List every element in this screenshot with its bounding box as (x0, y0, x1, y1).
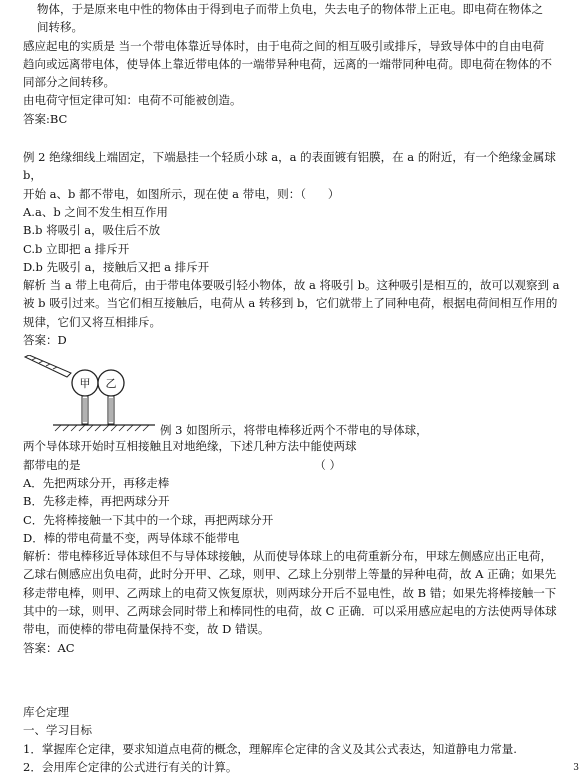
example2-option-a: A.a、b 之间不发生相互作用 (23, 204, 168, 219)
section-heading: 一、学习目标 (23, 723, 92, 738)
example3-option-d: D．棒的带电荷量不变，两导体球不能带电 (23, 530, 240, 545)
example3-question: 两个导体球开始时互相接触且对地绝缘，下述几种方法中能使两球 (23, 439, 357, 454)
example2-option-d: D.b 先吸引 a，接触后又把 a 排斥开 (23, 259, 210, 274)
example3-option-a: A．先把两球分开，再移走棒 (23, 475, 170, 490)
example3-answer: 答案：AC (23, 640, 75, 655)
text-line: 感应起电的实质是 当一个带电体靠近导体时，由于电荷之间的相互吸引或排斥，导致导体中的自由电荷 (23, 38, 545, 53)
example2-option-b: B.b 将吸引 a，吸住后不放 (23, 223, 161, 238)
example3-explanation: 乙球右侧感应出负电荷，此时分开甲、乙球，则甲、乙球上分别带上等量的异种电荷，故 A 正确；如果先 (23, 567, 557, 582)
ground (53, 425, 155, 431)
section-title: 库仑定理 (23, 704, 69, 719)
example3-explanation: 其中的一球，则甲、乙两球会同时带上和棒同性的电荷，故 C 正确．可以采用感应起电的方法使两导体球 (23, 604, 557, 619)
example2-explanation: 规律，它们又将互相排斥。 (23, 314, 161, 329)
example3-figure (23, 355, 571, 437)
stand-left (82, 396, 88, 424)
ball-jia-label: 甲 (79, 377, 91, 391)
example3-explanation: 解析：带电棒移近导体球但不与导体球接触，从而使导体球上的电荷重新分布，甲球左侧感应出正电荷， (23, 549, 552, 564)
answer-blank: （ ） (314, 457, 341, 472)
learning-goal: 1．掌握库仑定律，要求知道点电荷的概念，理解库仑定律的含义及其公式表达，知道静电力常量. (23, 741, 517, 756)
text-line: 间转移。 (37, 20, 83, 35)
example3-option-b: B．先移走棒，再把两球分开 (23, 494, 170, 509)
charged-rod (25, 355, 71, 377)
example2-option-c: C.b 立即把 a 排斥开 (23, 241, 130, 256)
example2-answer: 答案：D (23, 333, 67, 348)
text-line: 同部分之间转移。 (23, 75, 115, 90)
example2-explanation: 被 b 吸引过来。当它们相互接触后，电荷从 a 转移到 b，它们就带上了同种电荷，根据电荷间相互作用的 (23, 296, 558, 311)
example3-explanation: 移走带电棒，则甲、乙两球上的电荷又恢复原状，则两球分开后不显电性，故 B 错；如果先将棒接触一下 (23, 585, 557, 600)
example2-question: 例 2 绝缘细线上端固定，下端悬挂一个轻质小球 a，a 的表面镀有铝膜，在 a 的附近，有一个绝缘金属球 b， (23, 150, 560, 183)
example3-question: 例 3 如图所示，将带电棒移近两个不带电的导体球， (160, 423, 428, 438)
example3-explanation: 带电，而使棒的带电荷量保持不变，故 D 错误。 (23, 622, 270, 637)
page-number: 3 (573, 762, 579, 773)
conductor-spheres-diagram (23, 355, 163, 437)
text-line: 由电荷守恒定律可知：电荷不可能被创造。 (23, 93, 242, 108)
document-page (23, 0, 571, 776)
example3-option-c: C．先将棒接触一下其中的一个球，再把两球分开 (23, 512, 274, 527)
example3-question: 都带电的是 (23, 457, 81, 472)
example2-question: 开始 a、b 都不带电，如图所示，现在使 a 带电，则：（ ） (23, 186, 340, 201)
text-line: 趋向或远离带电体，使导体上靠近带电体的一端带异种电荷，远离的一端带同种电荷。即电荷在物体的不 (23, 56, 552, 71)
stand-right (108, 396, 114, 424)
example3-question-line (23, 456, 571, 474)
answer-line: 答案:BC (23, 111, 68, 126)
learning-goal: 2．会用库仑定律的公式进行有关的计算。 (23, 759, 238, 774)
ball-yi-label: 乙 (105, 377, 117, 391)
text-line: 物体，于是原来电中性的物体由于得到电子而带上负电，失去电子的物体带上正电。即电荷在物体之 (37, 2, 543, 16)
example2-explanation: 解析 当 a 带上电荷后，由于带电体要吸引轻小物体，故 a 将吸引 b。这种吸引是相互的，故可以观察到 a (23, 278, 560, 293)
